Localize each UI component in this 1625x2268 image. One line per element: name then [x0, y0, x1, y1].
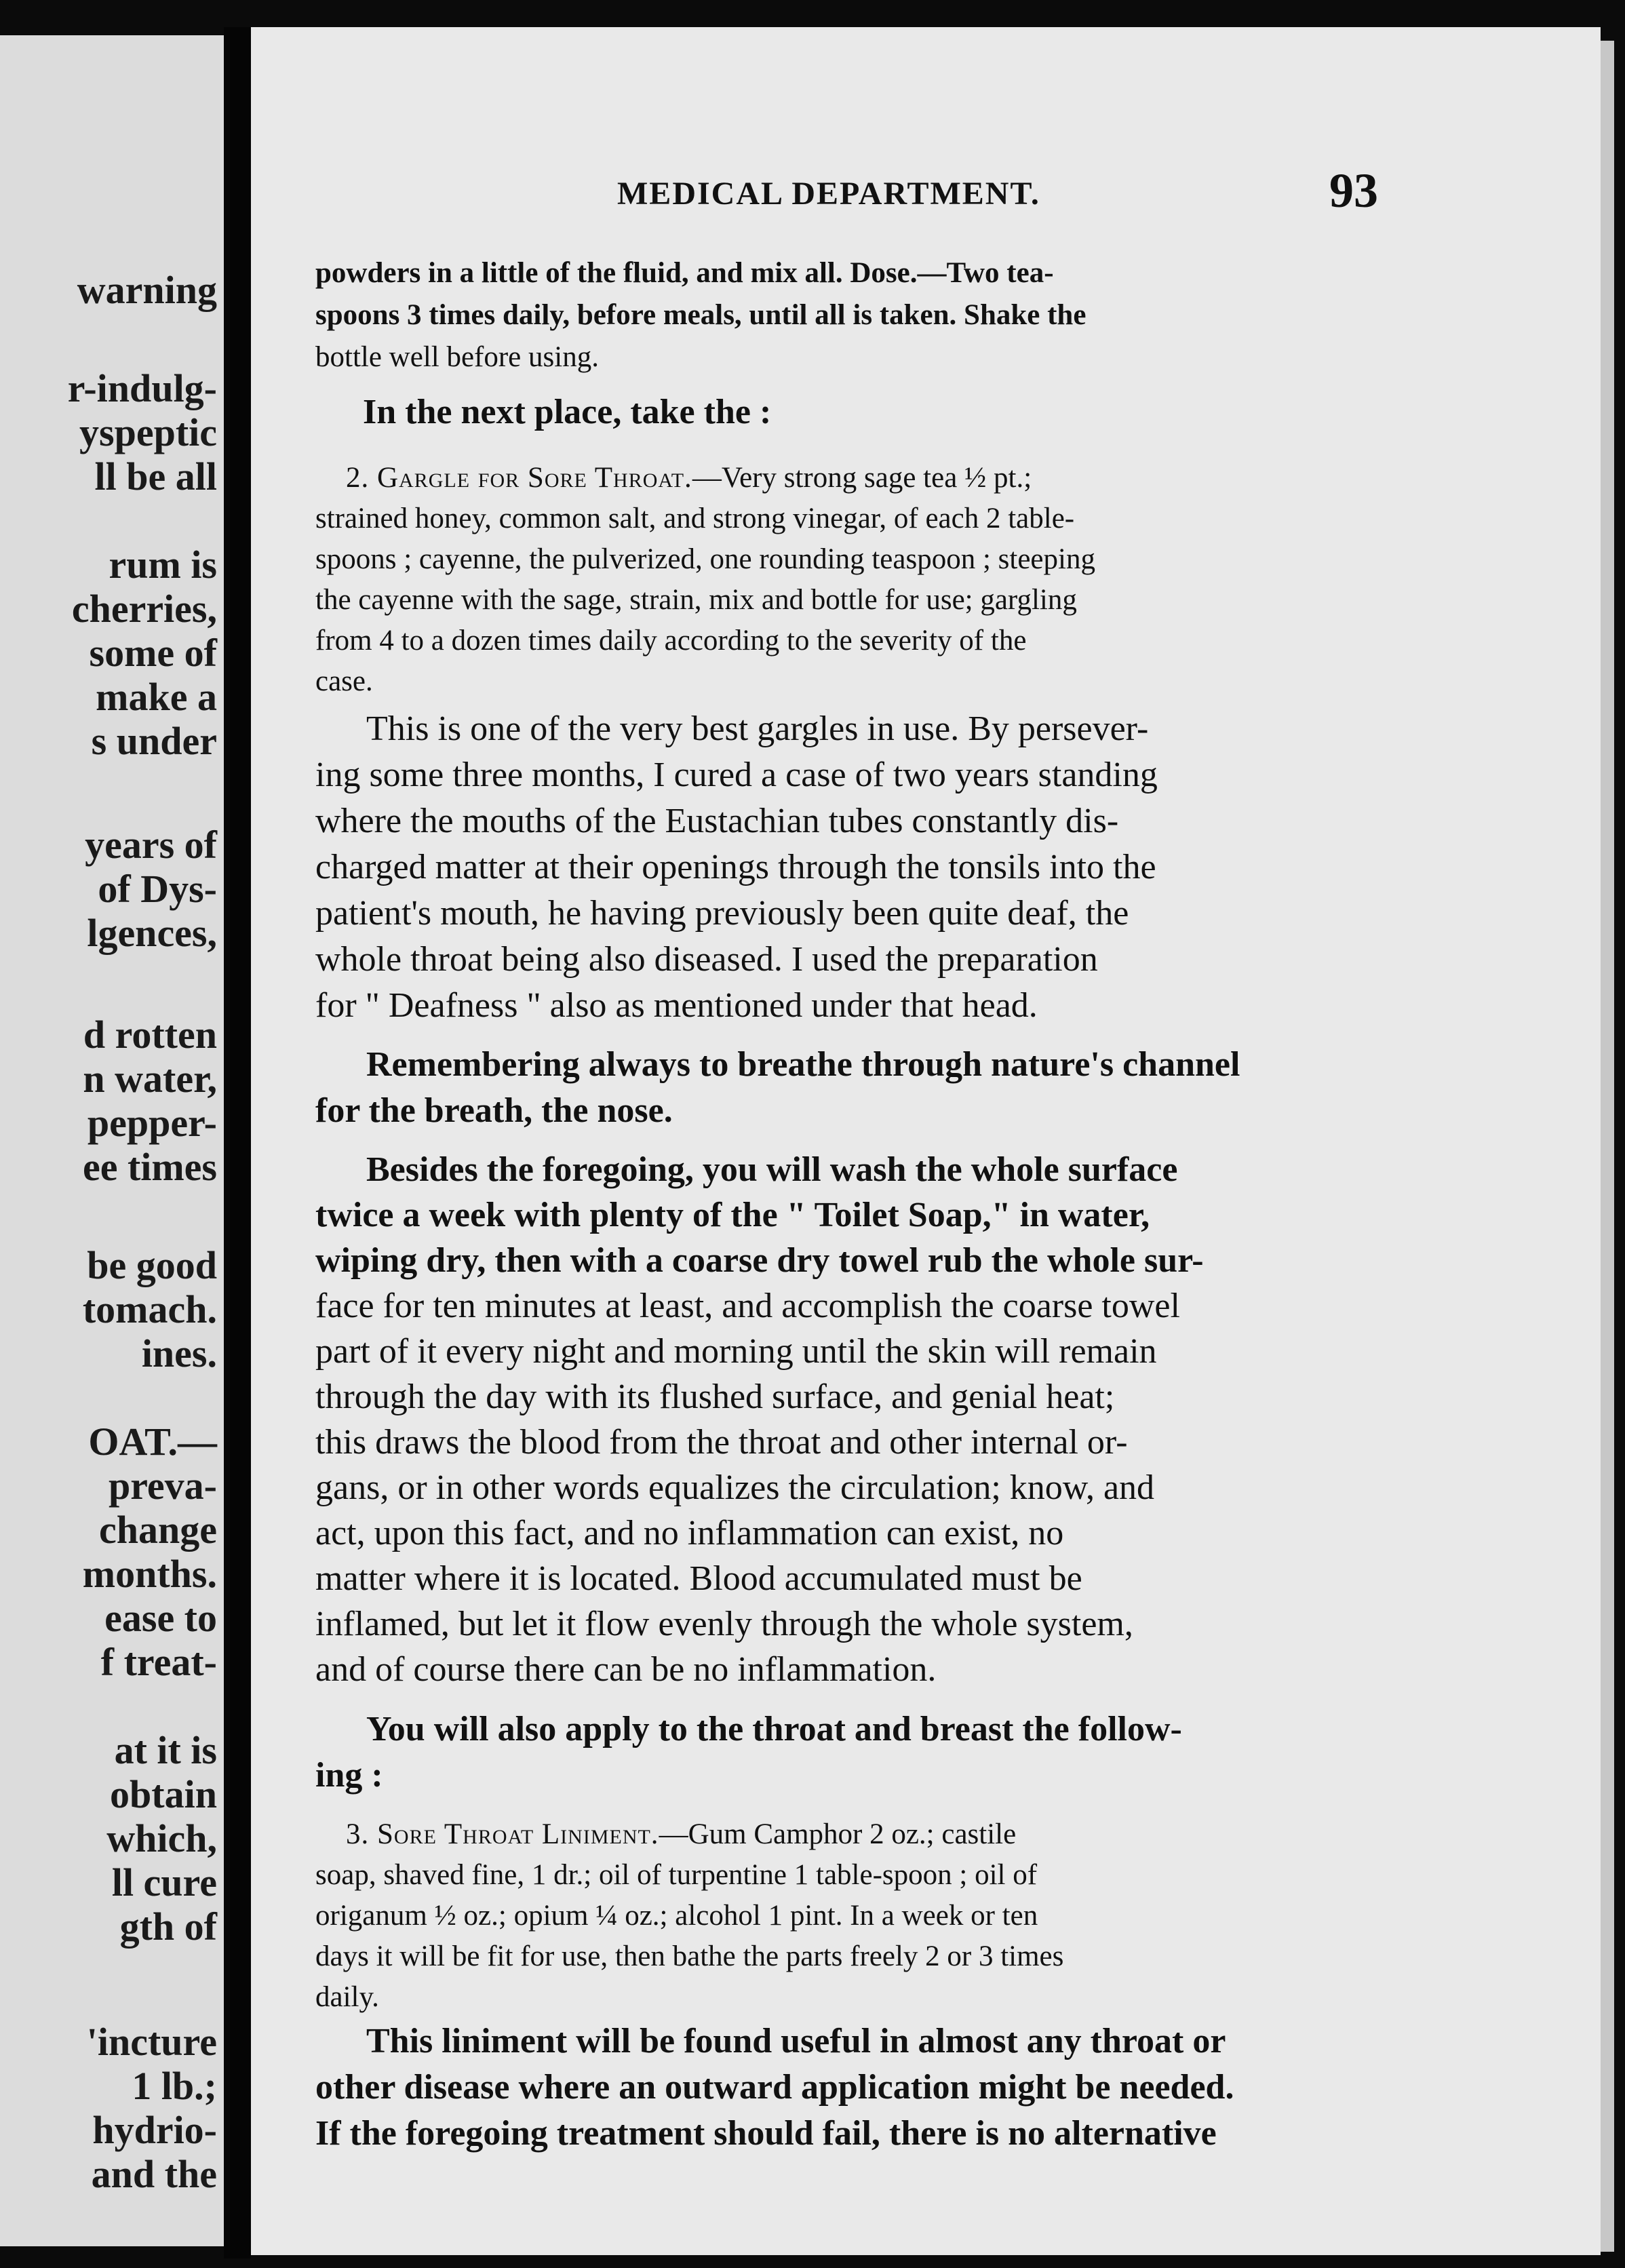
left-page: [0, 35, 224, 2246]
text-line: ing some three months, I cured a case of two years standing: [315, 756, 1158, 794]
left-fragment: r-indulg-: [67, 366, 217, 410]
text-line: This liniment will be found useful in almost any throat or: [366, 2022, 1226, 2060]
left-fragment: ll cure: [111, 1860, 217, 1904]
text-line: origanum ½ oz.; opium ¼ oz.; alcohol 1 pint. In a week or ten: [315, 1900, 1038, 1932]
text-line: spoons 3 times daily, before meals, until all is taken. Shake the: [315, 299, 1086, 331]
left-fragment: f treat-: [100, 1640, 217, 1684]
text-line: days it will be fit for use, then bathe the parts freely 2 or 3 times: [315, 1940, 1064, 1972]
recipe-heading: 3. Sore Throat Liniment.: [346, 1818, 659, 1850]
left-fragment: rum is: [109, 543, 217, 587]
text-line: Besides the foregoing, you will wash the whole surface: [366, 1150, 1178, 1189]
left-fragment: change: [99, 1508, 217, 1552]
text-line: face for ten minutes at least, and accomplish the coarse towel: [315, 1287, 1180, 1325]
running-header: MEDICAL DEPARTMENT.: [617, 176, 1040, 212]
left-fragment: which,: [106, 1816, 217, 1860]
text-line: other disease where an outward application might be needed.: [315, 2068, 1234, 2107]
text-line: part of it every night and morning until the skin will remain: [315, 1332, 1157, 1371]
left-fragment: pepper-: [87, 1101, 217, 1145]
text-line: inflamed, but let it flow evenly through the whole system,: [315, 1605, 1133, 1643]
text-line: bottle well before using.: [315, 341, 599, 373]
left-fragment: s under: [91, 719, 217, 763]
text-line: If the foregoing treatment should fail, there is no alternative: [315, 2114, 1217, 2153]
text-line: for " Deafness " also as mentioned under that head.: [315, 986, 1038, 1025]
text-line: soap, shaved fine, 1 dr.; oil of turpentine 1 table-spoon ; oil of: [315, 1859, 1038, 1891]
recipe-heading: 2. Gargle for Sore Throat.: [346, 462, 692, 494]
text-line: You will also apply to the throat and breast the follow-: [366, 1710, 1182, 1748]
text-line: strained honey, common salt, and strong vinegar, of each 2 table-: [315, 503, 1075, 534]
text-line: and of course there can be no inflammation.: [315, 1650, 937, 1689]
book-spine: [224, 27, 251, 2259]
left-fragment: preva-: [108, 1464, 217, 1508]
left-fragment: lgences,: [87, 911, 217, 955]
right-page: [251, 27, 1601, 2255]
recipe-text: —Gum Camphor 2 oz.; castile: [659, 1818, 1017, 1850]
text-line: gans, or in other words equalizes the circulation; know, and: [315, 1468, 1155, 1507]
text-line: the cayenne with the sage, strain, mix and bottle for use; gargling: [315, 584, 1077, 616]
text-line: daily.: [315, 1981, 379, 2013]
page-number: 93: [1329, 163, 1378, 218]
left-fragment: ee times: [82, 1145, 217, 1189]
text-line: matter where it is located. Blood accumulated must be: [315, 1559, 1082, 1598]
text-line: through the day with its flushed surface, and genial heat;: [315, 1377, 1115, 1416]
left-fragment: of Dys-: [98, 867, 217, 911]
recipe-line: [346, 1818, 1016, 1851]
left-fragment: warning: [77, 268, 217, 312]
text-line: charged matter at their openings through the tonsils into the: [315, 848, 1156, 886]
recipe-text: —Very strong sage tea ½ pt.;: [692, 462, 1032, 494]
text-line: Remembering always to breathe through nature's channel: [366, 1045, 1240, 1084]
left-fragment: ease to: [104, 1596, 217, 1640]
left-fragment: n water,: [83, 1057, 217, 1101]
text-line: ing :: [315, 1756, 383, 1795]
left-fragment: tomach.: [82, 1287, 217, 1331]
text-line: This is one of the very best gargles in use. By persever-: [366, 709, 1149, 748]
text-line: case.: [315, 665, 373, 697]
text-line: where the mouths of the Eustachian tubes constantly dis-: [315, 802, 1119, 840]
left-fragment: ines.: [141, 1331, 217, 1375]
left-fragment: ll be all: [94, 454, 217, 498]
left-fragment: cherries,: [71, 587, 217, 631]
left-fragment: 'incture: [86, 2020, 217, 2064]
left-fragment: months.: [82, 1552, 217, 1596]
left-fragment: obtain: [110, 1772, 217, 1816]
text-line: patient's mouth, he having previously been quite deaf, the: [315, 894, 1129, 933]
text-line: wiping dry, then with a coarse dry towel rub the whole sur-: [315, 1241, 1204, 1280]
recipe-line: [346, 461, 1032, 494]
text-line: from 4 to a dozen times daily according to the severity of the: [315, 625, 1027, 657]
text-line: act, upon this fact, and no inflammation can exist, no: [315, 1514, 1064, 1552]
left-fragment: years of: [85, 823, 217, 867]
text-line: spoons ; cayenne, the pulverized, one rounding teaspoon ; steeping: [315, 543, 1095, 575]
text-line: whole throat being also diseased. I used the preparation: [315, 940, 1098, 979]
left-fragment: be good: [87, 1243, 217, 1287]
left-fragment: 1 lb.;: [132, 2064, 217, 2108]
left-fragment: OAT.—: [88, 1420, 217, 1464]
text-line: twice a week with plenty of the " Toilet Soap," in water,: [315, 1196, 1150, 1234]
left-fragment: hydrio-: [92, 2108, 217, 2152]
left-fragment: make a: [96, 675, 217, 719]
left-fragment: d rotten: [83, 1013, 217, 1057]
text-line: this draws the blood from the throat and other internal or-: [315, 1423, 1128, 1462]
left-fragment: some of: [89, 631, 217, 675]
text-line: In the next place, take the :: [363, 393, 772, 431]
left-fragment: gth of: [119, 1904, 217, 1949]
left-fragment: and the: [91, 2152, 217, 2196]
text-line: for the breath, the nose.: [315, 1091, 673, 1130]
left-fragment: yspeptic: [79, 410, 217, 454]
text-line: powders in a little of the fluid, and mix all. Dose.—Two tea-: [315, 257, 1054, 289]
page-edge: [1601, 41, 1614, 2252]
left-fragment: at it is: [114, 1728, 217, 1772]
